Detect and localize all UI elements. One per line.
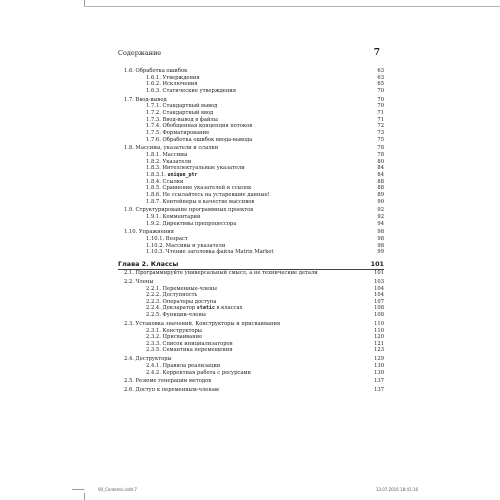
toc-entry-text: 2.2.2. Доступность: [146, 292, 198, 299]
toc-entry: [124, 192, 384, 199]
toc-entry: [124, 103, 384, 110]
toc-entry-text: 1.7.4. Обобщенная концепция потоков: [146, 123, 253, 130]
toc-entry: [124, 328, 384, 335]
toc-entry-text: 2.3.5. Семантика перемещения: [146, 347, 233, 354]
toc-entry-title: [124, 270, 318, 277]
toc-entry-page: 123: [374, 347, 384, 354]
toc-entry-text: 1.8.7. Контейнеры в качестве массивов: [146, 198, 255, 205]
toc-entry-text: 2.2. Члены: [124, 278, 154, 285]
toc-entry: [124, 97, 384, 104]
toc-entry-page: 137: [374, 378, 384, 385]
toc-entry-page: 137: [374, 387, 384, 394]
toc-entry: [124, 312, 384, 319]
toc-entry-text: 1.7.3. Ввод-вывод в файлы: [146, 116, 218, 123]
toc-entry: [124, 137, 384, 144]
toc-entry: [124, 179, 384, 186]
toc-entry-text: 2.5. Резюме генерации методов: [124, 378, 212, 385]
toc-entry-text: 1.6.3. Статические утверждения: [146, 87, 237, 94]
toc-entry: [124, 249, 384, 256]
toc-entry-title: [146, 249, 274, 256]
toc-entry: [124, 270, 384, 277]
toc-entry-text: 2.1. Программируйте универсальный смысл, а не технические детали: [124, 270, 318, 277]
toc-entry-text: 2.3.1. Конструкторы: [146, 327, 202, 334]
toc-entry-page: 98: [377, 236, 384, 243]
toc-entry-title: [146, 347, 233, 354]
toc-entry-page: 80: [377, 158, 384, 165]
toc-entry-page: 110: [374, 327, 384, 334]
toc-entry-page: 94: [377, 220, 384, 227]
toc-entry-page: 101: [370, 260, 384, 269]
toc-entry-page: 101: [374, 270, 384, 277]
running-head: [118, 49, 380, 61]
toc-entry-page: 88: [377, 185, 384, 192]
toc-entry: [124, 279, 384, 286]
toc-entry: [124, 185, 384, 192]
toc-entry-text: 2.6. Доступ к переменным-членам: [124, 387, 219, 394]
toc-entry-text: 2.4. Деструкторы: [124, 356, 172, 363]
toc-entry-page: 71: [377, 116, 384, 123]
toc-entry-page: 89: [377, 191, 384, 198]
toc-entry: [124, 199, 384, 206]
toc-entry-text: 2.4.2. Корректная работа с ресурсами: [146, 369, 251, 376]
toc-entry-title: [124, 378, 211, 385]
toc-entry-text: 1.8.1. Массивы: [146, 152, 188, 159]
toc-entry-title: [146, 199, 254, 206]
toc-entry-text: 1.7.2. Стандартный ввод: [146, 110, 214, 117]
toc-entry-page: 63: [377, 74, 384, 81]
toc-entry: [124, 214, 384, 221]
toc-entry: [124, 130, 384, 137]
toc-entry-page: 78: [377, 145, 384, 152]
toc-entry-text: 1.10.3. Чтение заголовка файла Matrix Market: [146, 249, 274, 256]
toc-entry: [124, 292, 384, 299]
toc-entry-page: 84: [377, 165, 384, 172]
toc-entry: [124, 305, 384, 312]
toc-entry-page: 98: [377, 229, 384, 236]
toc-entry: [124, 286, 384, 293]
toc-entry-text: 1.7.6. Обработка ошибок ввода-вывода: [146, 136, 253, 143]
crop-mark: [84, 0, 85, 6]
toc-entry: [124, 159, 384, 166]
toc-entry-text: 2.4.1. Правила реализации: [146, 362, 221, 369]
toc-entry-page: 130: [374, 362, 384, 369]
toc-entry-page: 92: [377, 207, 384, 214]
toc-entry-page: 130: [374, 369, 384, 376]
toc-entry-page: 90: [377, 198, 384, 205]
toc-entry-page: 103: [374, 278, 384, 285]
toc-entry-page: 98: [377, 242, 384, 249]
toc-entry-text: 1.9.1. Комментарии: [146, 214, 201, 221]
toc-entry: [124, 229, 384, 236]
toc-entry-page: 104: [374, 292, 384, 299]
toc-entry-title: [118, 260, 178, 269]
toc-entry-page: 65: [377, 81, 384, 88]
toc-entry-page: 78: [377, 152, 384, 159]
running-head-title: Содержание: [118, 49, 162, 57]
toc-entry-page: 63: [377, 68, 384, 74]
toc-entry-text: в классах: [214, 305, 243, 312]
toc-entry-title: [146, 88, 236, 95]
toc-entry-page: 73: [377, 129, 384, 136]
toc-entry-title: [124, 387, 219, 394]
toc-entry-code: unique_ptr: [167, 171, 198, 178]
toc-entry-page: 108: [374, 305, 384, 312]
page-top-edge: [84, 0, 500, 7]
toc-entry-text: 1.10.1. Возраст: [146, 236, 188, 243]
toc-entry-page: 110: [374, 320, 384, 327]
toc-entry: [124, 236, 384, 243]
toc-entry-text: 1.8.6. Не ссылайтесь на устаревшие данные!: [146, 191, 270, 198]
toc-entry-page: 129: [374, 356, 384, 363]
toc-entry-title: [146, 370, 251, 377]
toc-entry-text: 2.3.2. Присваивание: [146, 334, 203, 341]
toc-entry-text: 1.7. Ввод-вывод: [124, 96, 167, 103]
toc-entry-page: 92: [377, 214, 384, 221]
toc-entry-text: 1.8. Массивы, указатели и ссылки: [124, 145, 219, 152]
toc-entry: [124, 152, 384, 159]
toc-entry: [124, 81, 384, 88]
toc-entry-page: 104: [374, 285, 384, 292]
toc-entry-text: 1.9.2. Директивы препроцессора: [146, 220, 237, 227]
toc-entry: [124, 356, 384, 363]
footer-timestamp: 13.07.2016 18:41:16: [375, 487, 418, 492]
toc-entry-page: 88: [377, 178, 384, 185]
toc-entry-text: 1.8.4. Ссылки: [146, 178, 184, 185]
toc-entry-text: 1.8.5. Сравнение указателей и ссылок: [146, 185, 252, 192]
toc-entry-text: 2.3. Установка значений. Конструкторы и присваивания: [124, 320, 281, 327]
toc-entry: [124, 145, 384, 152]
toc-chapter-heading: [118, 260, 384, 270]
toc-entry-page: 72: [377, 123, 384, 130]
toc-entry-page: 71: [377, 110, 384, 117]
toc-entry-page: 108: [374, 312, 384, 319]
toc-entry-text: 2.2.1. Переменные-члены: [146, 285, 217, 292]
toc-entry-text: Глава 2. Классы: [118, 260, 179, 269]
toc-entry-page: 70: [377, 87, 384, 94]
toc-entry-text: 1.8.2. Указатели: [146, 158, 192, 165]
toc-entry: [124, 68, 384, 75]
toc-entry: [124, 207, 384, 214]
toc-entry: [124, 370, 384, 377]
toc-entry: [124, 75, 384, 82]
footer-file-name: 00_Contents.indd 7: [98, 487, 137, 492]
toc-entry-page: 107: [374, 298, 384, 305]
toc-entry-text: 2.2.5. Функции-члены: [146, 312, 206, 319]
toc-entry-text: 1.10. Упражнения: [124, 229, 174, 236]
toc-entry: [124, 88, 384, 95]
toc-entry-page: 70: [377, 103, 384, 110]
toc-entry: [124, 387, 384, 394]
toc-entry: [124, 378, 384, 385]
toc-entry-code: static: [196, 305, 215, 312]
crop-mark: [84, 493, 85, 500]
toc-entry-title: [146, 137, 252, 144]
toc-entry: [124, 299, 384, 306]
toc-entry-page: 84: [377, 171, 384, 178]
toc-entry: [124, 363, 384, 370]
toc-entry: [124, 221, 384, 228]
toc-entry-text: 1.7.1. Стандартный вывод: [146, 103, 218, 110]
toc-entry-text: 2.2.3. Операторы доступа: [146, 298, 217, 305]
toc-entry-page: 121: [374, 340, 384, 347]
toc-entry-text: 1.8.3. Интеллектуальные указатели: [146, 165, 245, 172]
toc-entry: [124, 123, 384, 130]
toc-entry-text: 1.6.1. Утверждения: [146, 74, 200, 81]
toc-entry: [124, 110, 384, 117]
toc-entry-text: 1.9. Структурирование программных проектов: [124, 207, 254, 214]
page-number: 7: [373, 48, 380, 58]
toc-entry: [124, 347, 384, 354]
toc-entry-text: 1.7.5. Форматирование: [146, 129, 210, 136]
toc-entry-text: 1.6. Обработка ошибок: [124, 68, 188, 74]
toc-entry-page: 120: [374, 334, 384, 341]
toc-entry-text: 2.3.3. Список инициализаторов: [146, 340, 233, 347]
toc-entry-page: 99: [377, 249, 384, 256]
toc-entry: [124, 334, 384, 341]
toc-entry-text: 1.8.3.1.: [146, 171, 168, 178]
toc-entry-text: 2.2.4. Декларатор: [146, 305, 197, 312]
toc-entry: [124, 165, 384, 172]
toc-entry: [124, 341, 384, 348]
toc-entry-text: 1.6.2. Исключения: [146, 81, 198, 88]
toc-entry-page: 75: [377, 136, 384, 143]
toc-entry-page: 70: [377, 96, 384, 103]
table-of-contents: [118, 68, 384, 394]
toc-entry-title: [146, 221, 236, 228]
toc-entry-title: [146, 312, 206, 319]
toc-entry: [124, 172, 384, 179]
toc-entry-text: 1.10.2. Массивы и указатели: [146, 242, 226, 249]
toc-entry: [124, 321, 384, 328]
crop-mark: [72, 489, 84, 490]
